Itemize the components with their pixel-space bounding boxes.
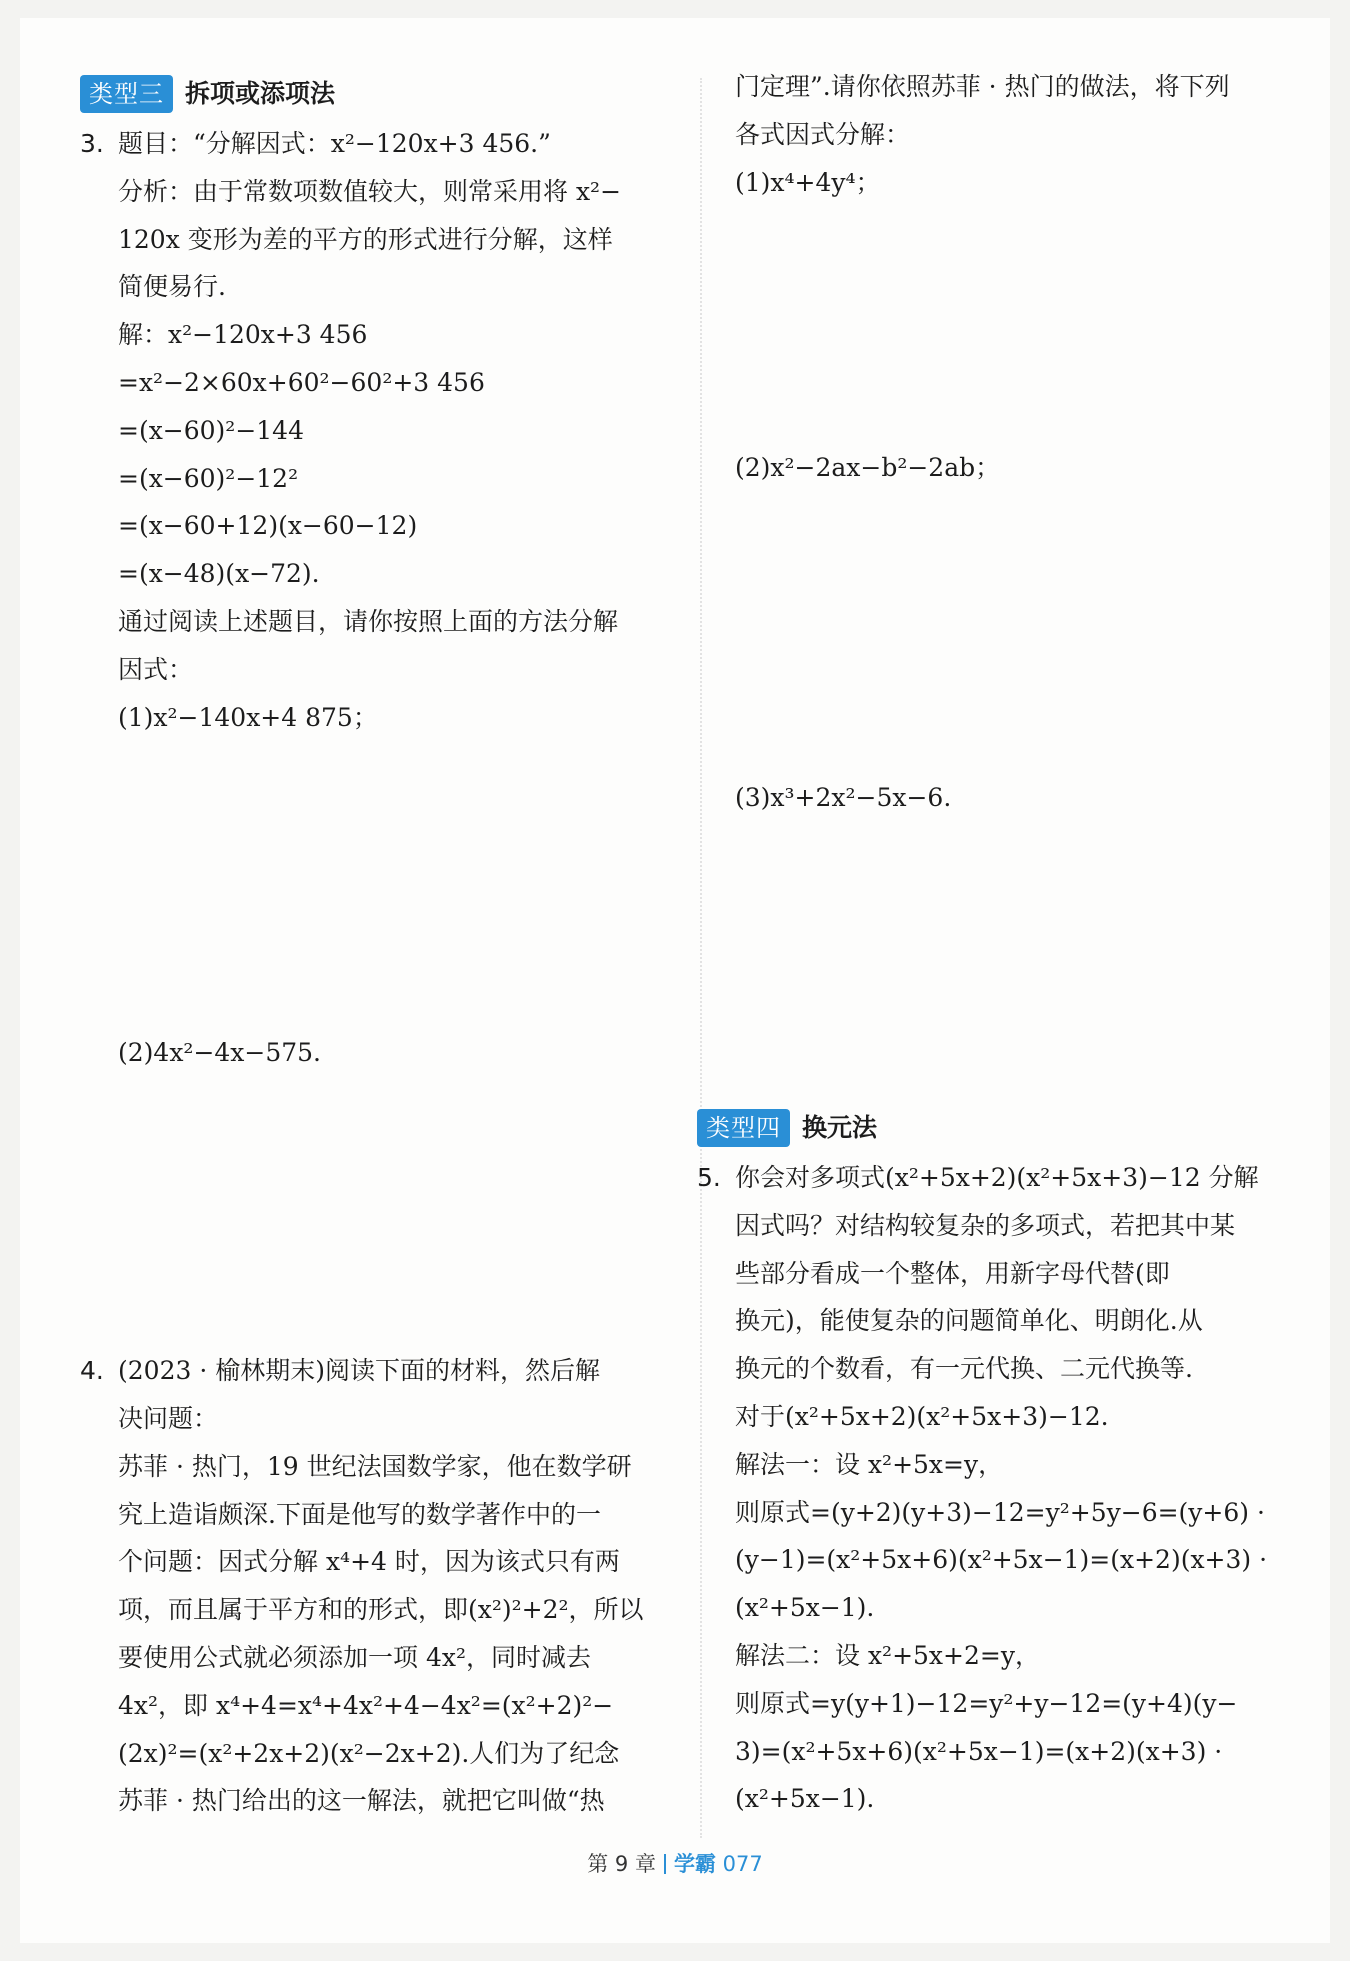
section-title: 换元法	[802, 1113, 878, 1143]
question-line: 你会对多项式(x²+5x+2)(x²+5x+3)−12 分解	[735, 1162, 1259, 1192]
question-line: 120x 变形为差的平方的形式进行分解，这样	[118, 224, 613, 254]
question-4	[80, 1347, 665, 1825]
question-line: (x²+5x−1).	[735, 1593, 875, 1623]
question-line: 换元)，能使复杂的问题简单化、明朗化.从	[735, 1306, 1203, 1336]
question-line: 苏菲 · 热门给出的这一解法，就把它叫做“热	[118, 1786, 605, 1816]
question-line: 题目：“分解因式：x²−120x+3 456.”	[118, 129, 551, 158]
page-number: 077	[722, 1852, 763, 1876]
question-5	[697, 1154, 1277, 1823]
question-line: 换元的个数看，有一元代换、二元代换等.	[735, 1354, 1193, 1384]
question-line: 门定理”.请你依照苏菲 · 热门的做法，将下列	[735, 72, 1230, 101]
page-footer	[0, 1848, 1350, 1878]
section-title: 拆项或添项法	[185, 79, 336, 109]
section-badge: 类型四	[697, 1109, 790, 1147]
section-badge: 类型三	[80, 75, 173, 113]
answer-space[interactable]	[80, 741, 665, 1029]
question-line: 因式：	[118, 654, 194, 684]
section-header-type3	[80, 70, 665, 118]
question-line: 分析：由于常数项数值较大，则常采用将 x²−	[118, 176, 622, 206]
question-line: 解法一：设 x²+5x=y，	[735, 1449, 1004, 1479]
left-column	[80, 70, 665, 1825]
question-line: 项，而且属于平方和的形式，即(x²)²+2²，所以	[118, 1595, 644, 1625]
question-line: 简便易行.	[118, 272, 226, 302]
question-line: 则原式=y(y+1)−12=y²+y−12=(y+4)(y−	[735, 1688, 1238, 1718]
question-line: (2x)²=(x²+2x+2)(x²−2x+2).人们为了纪念	[118, 1738, 620, 1768]
section-header-type4	[697, 1104, 1277, 1152]
question-line: 解法二：设 x²+5x+2=y，	[735, 1640, 1040, 1670]
sub-question-1: (1)x²−140x+4 875；	[118, 702, 378, 732]
footer-separator	[664, 1854, 666, 1874]
question-line: 因式吗？对结构较复杂的多项式，若把其中某	[735, 1210, 1236, 1240]
sub-question-1: (1)x⁴+4y⁴；	[735, 167, 881, 197]
question-number: 3.	[80, 129, 104, 158]
question-line: =(x−60)²−12²	[118, 463, 299, 493]
question-line: 个问题：因式分解 x⁴+4 时，因为该式只有两	[118, 1547, 620, 1577]
right-column	[697, 63, 1277, 1823]
question-line: =x²−2×60x+60²−60²+3 456	[118, 367, 485, 397]
sub-question-2: (2)4x²−4x−575.	[118, 1038, 322, 1068]
question-line: 通过阅读上述题目，请你按照上面的方法分解	[118, 606, 619, 636]
chapter-label: 第 9 章	[587, 1852, 656, 1876]
brand-label: 学霸	[673, 1852, 716, 1876]
question-line: 要使用公式就必须添加一项 4x²，同时减去	[118, 1642, 591, 1672]
answer-space[interactable]	[697, 822, 1277, 1104]
question-line: 4x²，即 x⁴+4=x⁴+4x²+4−4x²=(x²+2)²−	[118, 1690, 614, 1720]
answer-space[interactable]	[697, 206, 1277, 444]
question-line: 苏菲 · 热门，19 世纪法国数学家，他在数学研	[118, 1451, 632, 1481]
question-line: 解：x²−120x+3 456	[118, 320, 368, 350]
sub-question-3: (3)x³+2x²−5x−6.	[735, 783, 952, 813]
question-line: 究上造诣颇深.下面是他写的数学著作中的一	[118, 1499, 601, 1529]
question-number: 4.	[80, 1356, 104, 1386]
question-line: (2023 · 榆林期末)阅读下面的材料，然后解	[118, 1356, 600, 1386]
question-line: 则原式=(y+2)(y+3)−12=y²+5y−6=(y+6) ·	[735, 1497, 1265, 1527]
question-4-continued	[697, 63, 1277, 1104]
question-line: 对于(x²+5x+2)(x²+5x+3)−12.	[735, 1401, 1109, 1431]
sub-question-2: (2)x²−2ax−b²−2ab；	[735, 453, 1001, 483]
question-line: (y−1)=(x²+5x+6)(x²+5x−1)=(x+2)(x+3) ·	[735, 1545, 1268, 1575]
question-line: =(x−48)(x−72).	[118, 559, 320, 589]
question-line: =(x−60+12)(x−60−12)	[118, 511, 418, 541]
answer-space[interactable]	[80, 1077, 665, 1347]
question-line: 3)=(x²+5x+6)(x²+5x−1)=(x+2)(x+3) ·	[735, 1736, 1223, 1766]
question-line: 决问题：	[118, 1403, 219, 1433]
question-line: =(x−60)²−144	[118, 415, 304, 445]
question-line: 各式因式分解：	[735, 119, 911, 149]
question-line: (x²+5x−1).	[735, 1784, 875, 1814]
question-number: 5.	[697, 1162, 721, 1192]
question-3	[80, 120, 665, 1347]
question-line: 些部分看成一个整体，用新字母代替(即	[735, 1258, 1170, 1288]
answer-space[interactable]	[697, 492, 1277, 774]
